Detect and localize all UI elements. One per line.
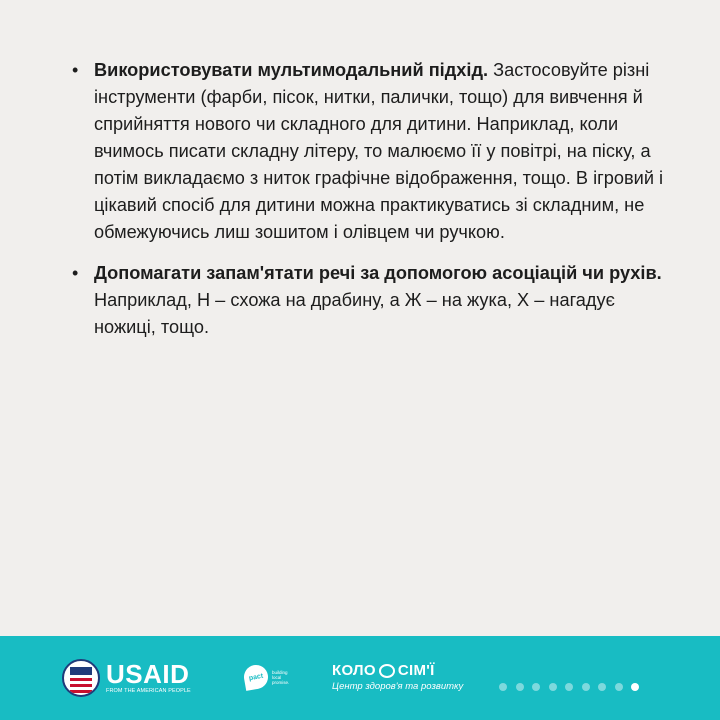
pagination-dot[interactable] bbox=[532, 683, 540, 691]
kolo-name-left: КОЛО bbox=[332, 662, 376, 679]
bullet-heading: Допомагати запам'ятати речі за допомогою асоціацій чи рухів. bbox=[94, 263, 662, 283]
usaid-name: USAID bbox=[106, 659, 190, 689]
ring-icon bbox=[379, 664, 395, 678]
pact-logo bbox=[244, 665, 298, 689]
kolo-subtitle: Центр здоров'я та розвитку bbox=[332, 681, 464, 692]
bullet-dot-icon: • bbox=[72, 263, 79, 283]
pagination-dot[interactable] bbox=[549, 683, 557, 691]
usaid-logo bbox=[62, 658, 191, 698]
bullet-text: Наприклад, Н – схожа на драбину, а Ж – на жука, Х – нагадує ножиці, тощо. bbox=[94, 290, 615, 337]
bullet-text: Застосовуйте різні інструменти (фарби, пісок, нитки, палички, тощо) для вивчення й сприйняття нового чи складного для дитини. Наприклад, коли вчимось писати складну літеру, то малюємо її у повітрі, на піску, а потім викладаємо з ниток графічне відображення, тощо. В ігровий і цікавий спосіб для дитини можна практикуватись зі складним, не обмежуючись лиш зошитом і олівцем чи ручкою. bbox=[94, 60, 664, 242]
pagination-dot[interactable] bbox=[516, 683, 524, 691]
kolo-name-right: СІМ'Ї bbox=[397, 662, 435, 679]
footer-bar bbox=[0, 636, 720, 720]
bullet-dot-icon: • bbox=[72, 60, 79, 80]
usaid-seal-icon bbox=[62, 659, 100, 697]
main-content bbox=[70, 57, 670, 355]
pact-bubble-icon: pact bbox=[242, 663, 270, 691]
pagination-dot[interactable] bbox=[631, 683, 639, 691]
bullet-heading: Використовувати мультимодальний підхід. bbox=[94, 60, 489, 80]
kolo-simi-logo bbox=[332, 663, 463, 693]
usaid-tagline: FROM THE AMERICAN PEOPLE bbox=[106, 688, 191, 694]
pagination-dot[interactable] bbox=[565, 683, 573, 691]
bullet-item-associations bbox=[70, 260, 670, 341]
pagination-dot[interactable] bbox=[598, 683, 606, 691]
pact-tagline: building local promise. bbox=[272, 669, 290, 685]
pagination-dot[interactable] bbox=[582, 683, 590, 691]
pagination-dot[interactable] bbox=[615, 683, 623, 691]
pagination-dots bbox=[499, 683, 648, 691]
bullet-item-multimodal bbox=[70, 57, 670, 246]
pagination-dot[interactable] bbox=[499, 683, 507, 691]
